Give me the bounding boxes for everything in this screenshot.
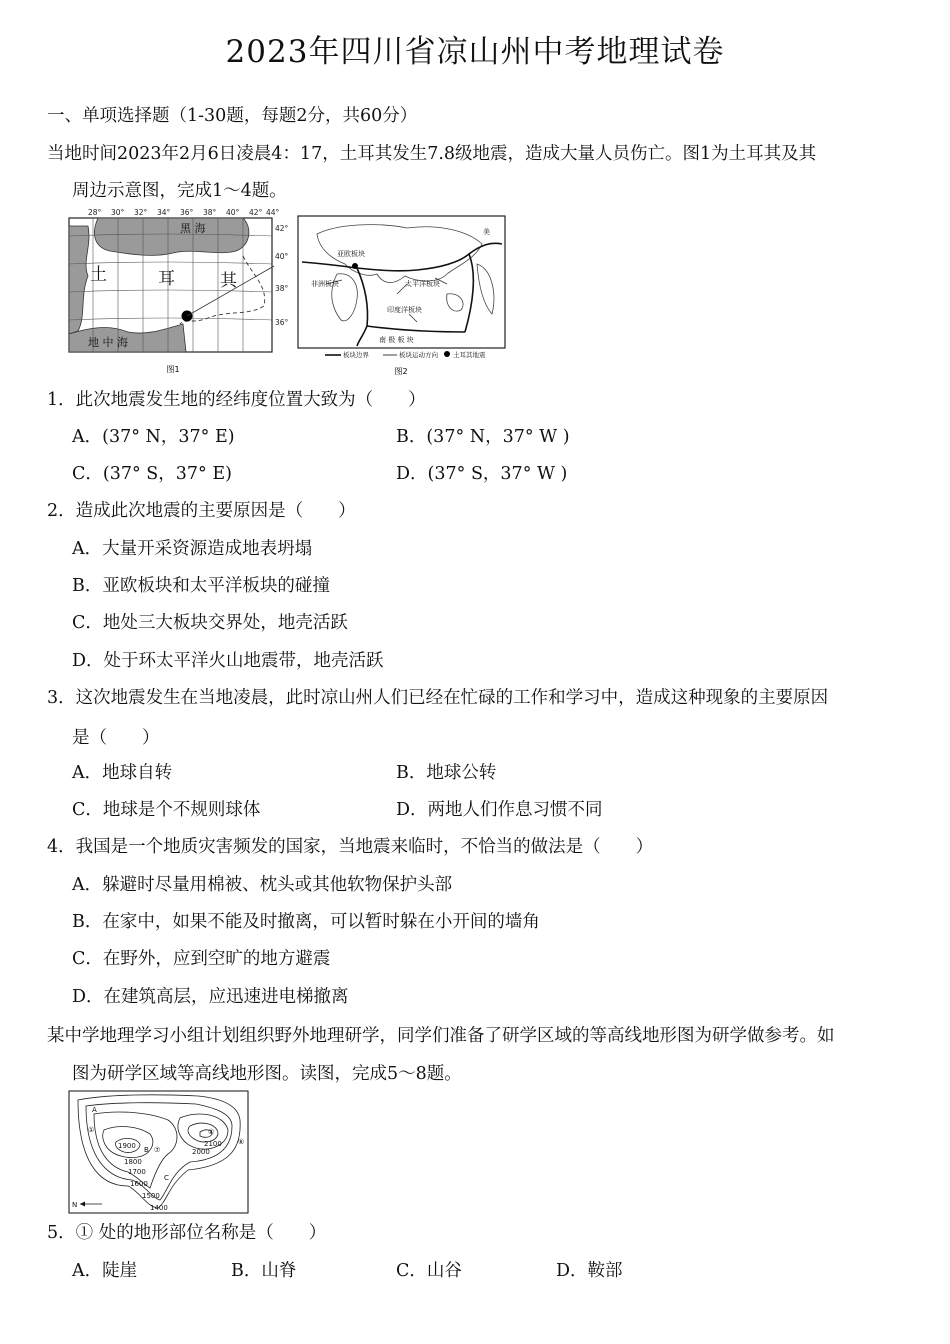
question-2-option-a[interactable]: A．大量开采资源造成地表坍塌 [72,539,313,559]
circled-num-6: ⑥ [238,1138,245,1146]
contour-1900: 1900 [118,1142,136,1150]
lon-tick-label: 38° [203,208,217,217]
lon-tick-label: 36° [180,208,194,217]
question-3-option-d[interactable]: D．两地人们作息习惯不同 [396,800,603,820]
contour-1500: 1500 [142,1192,160,1200]
plate-label-eurasian: 亚欧板块 [337,250,365,258]
question-1-option-d[interactable]: D．(37° S，37° W ) [396,464,568,484]
lat-tick-label: 36° [275,318,289,327]
point-c-label: C [164,1174,169,1182]
legend-motion: 板块运动方向 [399,351,438,359]
lon-tick-label: 42° [249,208,263,217]
question-5-option-b[interactable]: B．山脊 [231,1261,297,1281]
question-4-option-a[interactable]: A．躲避时尽量用棉被、枕头或其他软物保护头部 [72,875,453,895]
contour-2000: 2000 [192,1148,210,1156]
turkey-quake-dot [352,263,358,269]
circled-num-7: ⑦ [154,1146,161,1154]
contour-1600: 1600 [130,1180,148,1188]
intro-paragraph-2: 某中学地理学习小组计划组织野外地理研学，同学们准备了研学区域的等高线地形图为研学做参考。如 [47,1026,835,1046]
question-5-option-a[interactable]: A．陡崖 [72,1261,138,1281]
lat-tick-label: 40° [275,252,289,261]
figure-1-turkey-map [68,206,280,374]
contour-1700: 1700 [128,1168,146,1176]
legend-turkey: 土耳其地震 [453,351,486,359]
question-3-stem-cont: 是（ ） [72,728,160,748]
question-3-stem: 3．这次地震发生在当地凌晨，此时凉山州人们已经在忙碌的工作和学习中，造成这种现象的主要原因 [47,688,829,708]
lon-tick-label: 32° [134,208,148,217]
circled-num-1: ① [88,1126,95,1134]
question-1-option-b[interactable]: B．(37° N，37° W ) [396,427,570,447]
turkey-label-3: 其 [220,271,237,291]
question-5-stem: 5．① 处的地形部位名称是（ ） [47,1223,327,1243]
question-2-option-b[interactable]: B．亚欧板块和太平洋板块的碰撞 [72,576,330,596]
question-3-option-c[interactable]: C．地球是个不规则球体 [72,800,261,820]
lat-tick-label: 38° [275,284,289,293]
point-b-label: B [144,1146,149,1154]
lat-tick-label: 42° [275,224,289,233]
lon-tick-label: 44° [266,208,280,217]
mediterranean-label: 地 中 海 [88,336,128,349]
question-3-option-b[interactable]: B．地球公转 [396,763,497,783]
section-heading: 一、单项选择题（1-30题，每题2分，共60分） [47,106,418,126]
circled-num-2: ② [208,1128,215,1136]
contour-2100: 2100 [204,1140,222,1148]
question-2-option-d[interactable]: D．处于环太平洋火山地震带，地壳活跃 [72,651,384,671]
contour-1800: 1800 [124,1158,142,1166]
question-4-stem: 4．我国是一个地质灾害频发的国家，当地震来临时，不恰当的做法是（ ） [47,837,654,857]
question-2-option-c[interactable]: C．地处三大板块交界处，地壳活跃 [72,613,348,633]
page-title: 2023年四川省凉山州中考地理试卷 [225,34,725,70]
contour-1400: 1400 [150,1204,168,1212]
question-1-option-c[interactable]: C．(37° S，37° E) [72,464,232,484]
plate-label-indo: 印度洋板块 [387,306,422,314]
plate-label-america: 美 [483,228,490,236]
plate-label-antarctic: 南 极 板 块 [379,336,414,344]
figure-2-plates-map [297,214,507,376]
lon-tick-label: 30° [111,208,125,217]
figure-1-caption: 图1 [166,365,180,374]
figure-2-caption: 图2 [394,367,408,376]
question-1-option-a[interactable]: A．(37° N，37° E) [72,427,235,447]
plate-label-african: 非洲板块 [311,280,339,288]
lon-tick-label: 34° [157,208,171,217]
intro-paragraph-2-cont: 图为研学区域等高线地形图。读图，完成5～8题。 [72,1064,462,1084]
turkey-label-1: 土 [90,265,107,285]
intro-paragraph-1-cont: 周边示意图，完成1～4题。 [72,181,287,201]
north-label: N [72,1201,78,1209]
black-sea-label: 黑 海 [180,222,206,235]
question-2-stem: 2．造成此次地震的主要原因是（ ） [47,501,356,521]
lon-tick-label: 28° [88,208,102,217]
question-4-option-d[interactable]: D．在建筑高层，应迅速进电梯撤离 [72,987,349,1007]
question-4-option-b[interactable]: B．在家中，如果不能及时撤离，可以暂时躲在小开间的墙角 [72,912,540,932]
question-4-option-c[interactable]: C．在野外，应到空旷的地方避震 [72,949,331,969]
question-5-option-c[interactable]: C．山谷 [396,1261,462,1281]
point-a-label: A [92,1106,97,1114]
lat-labels [274,221,298,341]
question-5-option-d[interactable]: D．鞍部 [556,1261,623,1281]
question-1-stem: 1．此次地震发生地的经纬度位置大致为（ ） [47,390,426,410]
question-3-option-a[interactable]: A．地球自转 [72,763,173,783]
legend-boundary: 板块边界 [343,351,369,359]
turkey-label-2: 耳 [158,269,175,289]
intro-paragraph-1: 当地时间2023年2月6日凌晨4：17，土耳其发生7.8级地震，造成大量人员伤亡。图1为土耳其及其 [47,144,817,164]
lon-tick-label: 40° [226,208,240,217]
plate-label-pacific: 太平洋板块 [405,280,440,288]
figure-3-contour-map [68,1090,250,1216]
